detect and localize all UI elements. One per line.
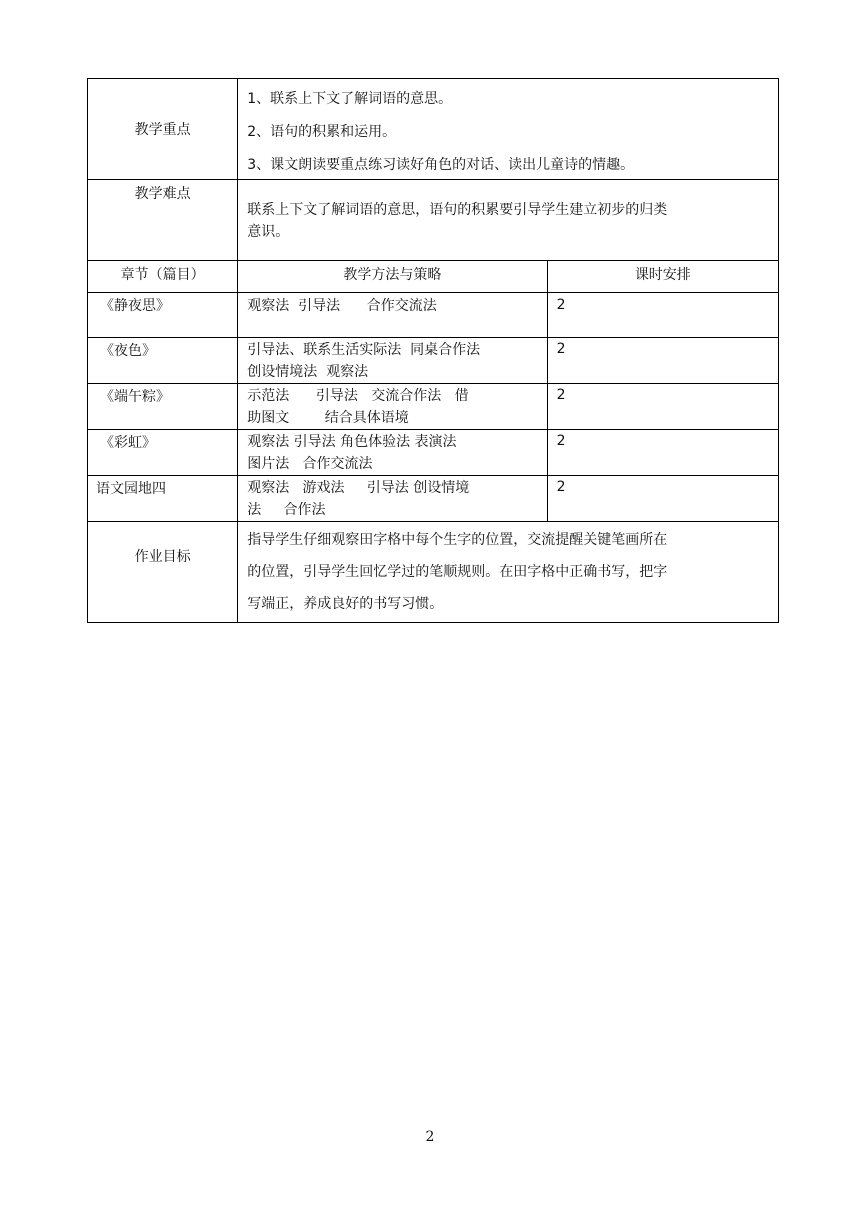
lesson-chapter: 《端午粽》 bbox=[88, 384, 238, 430]
key-points-content bbox=[238, 79, 779, 180]
key-point-item: 3、课文朗读要重点练习读好角色的对话、读出儿童诗的情趣。 bbox=[247, 157, 635, 173]
lesson-chapter: 《夜色》 bbox=[88, 338, 238, 384]
methods-line: 示范法 引导法 交流合作法 借 bbox=[247, 388, 469, 404]
lesson-methods bbox=[238, 293, 547, 338]
key-points-label: 教学重点 bbox=[134, 122, 191, 138]
key-points-row bbox=[88, 79, 779, 180]
page-number: 2 bbox=[425, 1129, 435, 1145]
table-header-row bbox=[88, 261, 779, 293]
lesson-hours: 2 bbox=[547, 384, 778, 430]
methods-line: 图片法 合作交流法 bbox=[247, 456, 373, 472]
chapter-header: 章节（篇目） bbox=[88, 261, 238, 293]
key-point-item: 1、联系上下文了解词语的意思。 bbox=[247, 91, 453, 107]
homework-text-line: 的位置，引导学生回忆学过的笔顺规则。在田字格中正确书写，把字 bbox=[247, 564, 668, 580]
lesson-chapter: 《静夜思》 bbox=[88, 293, 238, 338]
lesson-hours: 2 bbox=[547, 476, 778, 522]
methods-line: 创设情境法 观察法 bbox=[247, 364, 369, 380]
key-point-item: 2、语句的积累和运用。 bbox=[247, 124, 397, 140]
methods-line: 观察法 游戏法 引导法 创设情境 bbox=[247, 480, 470, 496]
lesson-row bbox=[88, 476, 779, 522]
lesson-row bbox=[88, 338, 779, 384]
lesson-plan-table bbox=[87, 78, 779, 623]
lesson-chapter: 《彩虹》 bbox=[88, 430, 238, 476]
methods-line: 观察法 引导法 合作交流法 bbox=[247, 298, 437, 314]
lesson-row bbox=[88, 384, 779, 430]
homework-row bbox=[88, 522, 779, 623]
lesson-methods bbox=[238, 430, 547, 476]
methods-line: 助图文 结合具体语境 bbox=[247, 410, 409, 426]
lesson-row bbox=[88, 430, 779, 476]
difficulties-text-line: 意识。 bbox=[247, 224, 290, 240]
methods-line: 引导法、联系生活实际法 同桌合作法 bbox=[247, 342, 481, 358]
methods-line: 观察法 引导法 角色体验法 表演法 bbox=[247, 434, 457, 450]
lesson-hours: 2 bbox=[547, 338, 778, 384]
methods-header: 教学方法与策略 bbox=[238, 261, 547, 293]
lesson-methods bbox=[238, 476, 547, 522]
lesson-hours: 2 bbox=[547, 293, 778, 338]
difficulties-text-line: 联系上下文了解词语的意思，语句的积累要引导学生建立初步的归类 bbox=[247, 202, 668, 218]
lesson-row bbox=[88, 293, 779, 338]
homework-text-line: 写端正，养成良好的书写习惯。 bbox=[247, 596, 444, 612]
homework-text-line: 指导学生仔细观察田字格中每个生字的位置，交流提醒关键笔画所在 bbox=[247, 532, 668, 548]
key-points-label-cell bbox=[88, 79, 238, 180]
difficulties-label: 教学难点 bbox=[134, 186, 191, 202]
homework-label: 作业目标 bbox=[134, 549, 191, 565]
lesson-chapter: 语文园地四 bbox=[88, 476, 238, 522]
difficulties-label-cell bbox=[88, 180, 238, 261]
difficulties-row bbox=[88, 180, 779, 261]
hours-header: 课时安排 bbox=[547, 261, 778, 293]
difficulties-content bbox=[238, 180, 779, 261]
homework-label-cell bbox=[88, 522, 238, 623]
lesson-methods bbox=[238, 338, 547, 384]
lesson-hours: 2 bbox=[547, 430, 778, 476]
homework-content bbox=[238, 522, 779, 623]
methods-line: 法 合作法 bbox=[247, 502, 326, 518]
lesson-methods bbox=[238, 384, 547, 430]
